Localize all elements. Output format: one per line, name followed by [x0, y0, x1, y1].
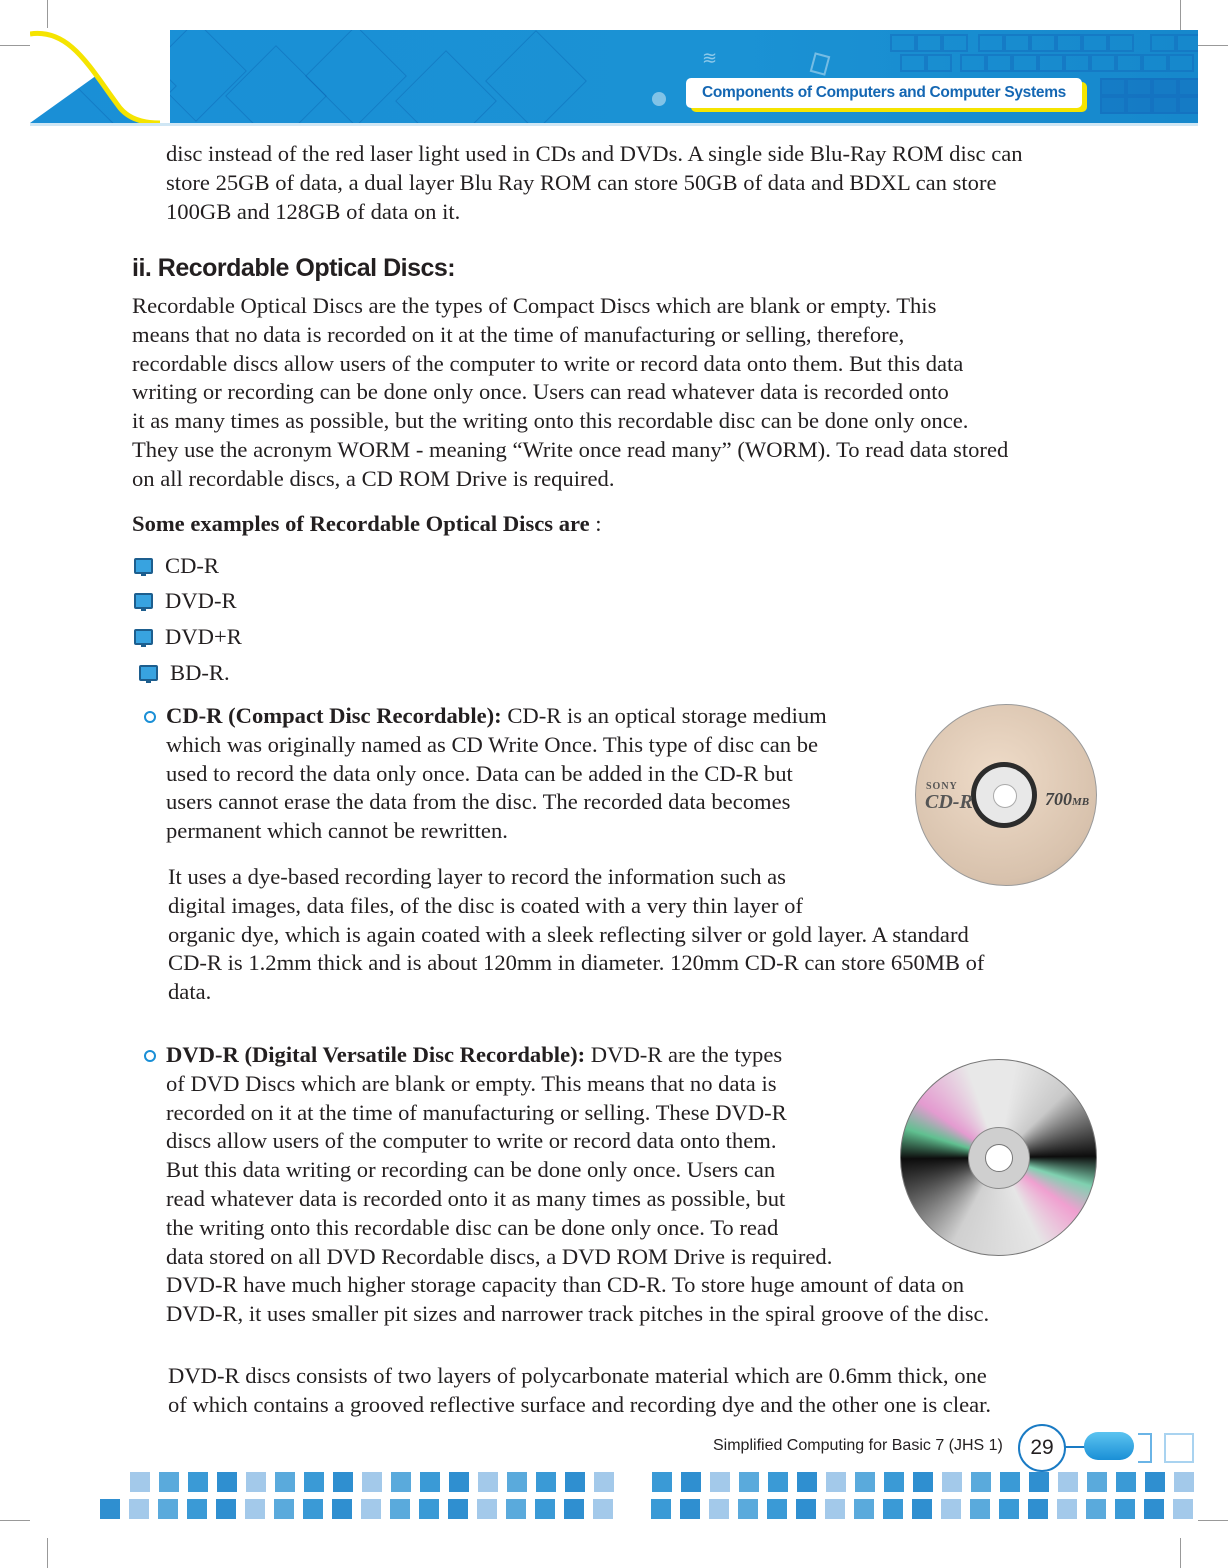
text-line: recorded on it at the time of manufacturing or selling. These DVD-R	[166, 1099, 787, 1125]
footer-tile	[1115, 1499, 1135, 1519]
examples-heading-text: Some examples of Recordable Optical Discs are	[132, 511, 590, 536]
calculator-icon	[810, 52, 831, 75]
page-number: 29	[1018, 1424, 1066, 1472]
crop-mark	[1198, 1520, 1228, 1521]
text-line: Recordable Optical Discs are the types of Compact Discs which are blank or empty. This	[132, 293, 937, 318]
crop-mark	[0, 1520, 30, 1521]
footer-tile	[333, 1472, 353, 1492]
monitor-bullet-icon	[134, 558, 153, 574]
footer-tile	[942, 1472, 962, 1492]
book-title: Simplified Computing for Basic 7 (JHS 1)	[713, 1437, 1003, 1454]
footer-tile	[913, 1472, 933, 1492]
crop-mark	[47, 1538, 48, 1568]
footer-tile	[216, 1499, 236, 1519]
text-line: on all recordable discs, a CD ROM Drive is required.	[132, 465, 615, 491]
crop-mark	[1180, 0, 1181, 30]
globe-icon	[652, 92, 666, 106]
crop-mark	[1198, 45, 1228, 46]
text-line: store 25GB of data, a dual layer Blu Ray ROM can store 50GB of data and BDXL can store	[166, 169, 997, 195]
footer-tile	[507, 1472, 527, 1492]
text-line: permanent which cannot be rewritten.	[166, 818, 508, 844]
list-item: DVD+R	[165, 624, 242, 649]
footer-tile	[1087, 1472, 1107, 1492]
disc-brand-label: SONY	[926, 781, 958, 792]
text-line: DVD-R, it uses smaller pit sizes and narrower track pitches in the spiral groove of the disc.	[166, 1301, 990, 1327]
examples-heading	[132, 510, 602, 538]
cdr-paragraph	[166, 702, 827, 846]
cdr-term: CD-R (Compact Disc Recordable):	[166, 703, 502, 728]
footer-tile	[535, 1499, 555, 1519]
footer-tile	[391, 1472, 411, 1492]
crop-mark	[0, 45, 30, 46]
intro-paragraph	[166, 140, 1023, 226]
text-line: used to record the data only once. Data can be added in the CD-R but	[166, 760, 793, 786]
disc-type-label: CD-R	[925, 791, 973, 813]
footer-tile	[739, 1472, 759, 1492]
cdr-disc-image	[915, 704, 1097, 886]
monitor-bullet-icon	[134, 593, 153, 609]
dvdr-term: DVD-R (Digital Versatile Disc Recordable):	[166, 1042, 586, 1067]
footer-tile	[565, 1472, 585, 1492]
footer-tile	[883, 1499, 903, 1519]
text-line: writing or recording can be done only once. Users can read whatever data is recorded onto	[132, 379, 949, 405]
text-line: disc instead of the red laser light used in CDs and DVDs. A single side Blu-Ray ROM disc can	[166, 141, 1023, 166]
footer-tile	[710, 1472, 730, 1492]
crop-mark	[47, 0, 48, 30]
footer-tile	[826, 1472, 846, 1492]
text-line: digital images, data files, of the disc is coated with a very thin layer of	[168, 892, 803, 918]
footer-tile	[767, 1499, 787, 1519]
circle-bullet-icon	[144, 1050, 156, 1062]
text-line: discs allow users of the computer to write or record data onto them.	[166, 1128, 777, 1154]
text-line: means that no data is recorded on it at the time of manufacturing or selling, therefore,	[132, 321, 905, 347]
footer-tile	[651, 1499, 671, 1519]
footer-tile	[332, 1499, 352, 1519]
footer-tile	[477, 1499, 497, 1519]
header-underline	[30, 123, 1198, 126]
footer-tile	[420, 1472, 440, 1492]
footer-tile	[1028, 1499, 1048, 1519]
text-line: But this data writing or recording can be done only once. Users can	[166, 1157, 776, 1183]
footer-tile	[390, 1499, 410, 1519]
chapter-title: Components of Computers and Computer Systems	[686, 78, 1082, 108]
disc-capacity-label: 700	[1045, 789, 1072, 809]
footer-tile	[1144, 1499, 1164, 1519]
footer-tile	[912, 1499, 932, 1519]
footer-bracket	[1138, 1433, 1152, 1463]
section-paragraph	[132, 292, 1008, 494]
footer-tile	[970, 1499, 990, 1519]
text-line: which was originally named as CD Write Once. This type of disc can be	[166, 731, 819, 757]
footer-tile	[652, 1472, 672, 1492]
footer-tile	[100, 1499, 120, 1519]
footer-tile	[217, 1472, 237, 1492]
text-line: organic dye, which is again coated with a sleek reflecting silver or gold layer. A standard	[168, 921, 969, 947]
dvdr-detail-paragraph	[168, 1362, 991, 1420]
footer-tile	[506, 1499, 526, 1519]
footer-tile	[593, 1499, 613, 1519]
disc-unit-label: MB	[1072, 796, 1090, 808]
footer-tile	[680, 1499, 700, 1519]
footer-tile	[681, 1472, 701, 1492]
footer-tile	[158, 1499, 178, 1519]
footer-tile	[274, 1499, 294, 1519]
text-line: data stored on all DVD Recordable discs, a DVD ROM Drive is required.	[166, 1243, 833, 1269]
footer-tile	[564, 1499, 584, 1519]
text-line: data.	[168, 979, 212, 1005]
text-line: 100GB and 128GB of data on it.	[166, 198, 461, 224]
text-line: read whatever data is recorded onto it as many times as possible, but	[166, 1185, 786, 1211]
text-line: DVD-R are the types	[585, 1042, 783, 1067]
footer-tile	[303, 1499, 323, 1519]
footer-tile	[796, 1499, 816, 1519]
text-line: of DVD Discs which are blank or empty. This means that no data is	[166, 1070, 777, 1096]
footer-tile	[448, 1499, 468, 1519]
footer-tile	[478, 1472, 498, 1492]
text-line: It uses a dye-based recording layer to record the information such as	[168, 864, 786, 889]
monitor-bullet-icon	[134, 629, 153, 645]
text-line: They use the acronym WORM - meaning “Write once read many” (WORM). To read data stored	[132, 436, 1009, 462]
text-line: the writing onto this recordable disc can be done only once. To read	[166, 1214, 779, 1240]
footer-tile	[1174, 1472, 1194, 1492]
circle-bullet-icon	[144, 711, 156, 723]
cdr-detail-paragraph	[168, 863, 984, 1007]
text-line: recordable discs allow users of the computer to write or record data onto them. But this data	[132, 350, 964, 376]
crop-mark	[1180, 1538, 1181, 1568]
footer-tile	[449, 1472, 469, 1492]
header-banner	[30, 30, 1198, 123]
wifi-icon: ≋	[702, 48, 718, 68]
footer-tile	[1086, 1499, 1106, 1519]
footer-tile	[999, 1499, 1019, 1519]
footer-tile	[129, 1499, 149, 1519]
monitor-bullet-icon	[139, 665, 158, 681]
footer-square	[1164, 1433, 1194, 1463]
footer-tile	[246, 1472, 266, 1492]
footer-tile	[1057, 1499, 1077, 1519]
footer-tile	[130, 1472, 150, 1492]
text-line: it as many times as possible, but the writing onto this recordable disc can be done only once.	[132, 408, 969, 434]
footer-tile	[188, 1472, 208, 1492]
footer-tile	[361, 1499, 381, 1519]
mouse-decoration-icon	[1084, 1432, 1134, 1460]
header-curve	[30, 28, 170, 126]
footer-tile	[855, 1472, 875, 1492]
footer-tile	[362, 1472, 382, 1492]
footer-tile	[536, 1472, 556, 1492]
text-line: DVD-R have much higher storage capacity than CD-R. To store huge amount of data on	[166, 1272, 964, 1298]
footer-tile	[941, 1499, 961, 1519]
list-item: CD-R	[165, 553, 219, 578]
footer-tile	[971, 1472, 991, 1492]
footer-tile	[797, 1472, 817, 1492]
text-line: CD-R is an optical storage medium	[501, 703, 827, 728]
footer-tile	[1000, 1472, 1020, 1492]
footer-tile	[709, 1499, 729, 1519]
footer-tile	[1058, 1472, 1078, 1492]
footer-tile	[187, 1499, 207, 1519]
footer-tile	[825, 1499, 845, 1519]
dvdr-paragraph	[166, 1041, 989, 1329]
text-line: DVD-R discs consists of two layers of polycarbonate material which are 0.6mm thick, one	[168, 1363, 987, 1388]
list-item: BD-R.	[170, 660, 230, 685]
dvdr-disc-image	[900, 1059, 1097, 1256]
footer-tile	[1145, 1472, 1165, 1492]
footer-tile	[1029, 1472, 1049, 1492]
footer-tile	[768, 1472, 788, 1492]
footer-tile	[1173, 1499, 1193, 1519]
connector-line	[1064, 1446, 1086, 1448]
footer-tile	[245, 1499, 265, 1519]
text-line: of which contains a grooved reflective surface and recording dye and the other one is clear.	[168, 1391, 992, 1417]
footer-tile	[854, 1499, 874, 1519]
footer-tile	[884, 1472, 904, 1492]
footer-tile	[419, 1499, 439, 1519]
section-heading: ii. Recordable Optical Discs:	[132, 254, 456, 282]
footer-tile	[738, 1499, 758, 1519]
footer-tile	[594, 1472, 614, 1492]
list-item: DVD-R	[165, 588, 237, 613]
text-line: users cannot erase the data from the disc. The recorded data becomes	[166, 789, 791, 815]
examples-heading-suffix: :	[589, 511, 602, 536]
footer-tile	[159, 1472, 179, 1492]
footer-tile	[1116, 1472, 1136, 1492]
footer-tile	[304, 1472, 324, 1492]
text-line: CD-R is 1.2mm thick and is about 120mm in diameter. 120mm CD-R can store 650MB of	[168, 950, 985, 976]
footer-tile	[275, 1472, 295, 1492]
